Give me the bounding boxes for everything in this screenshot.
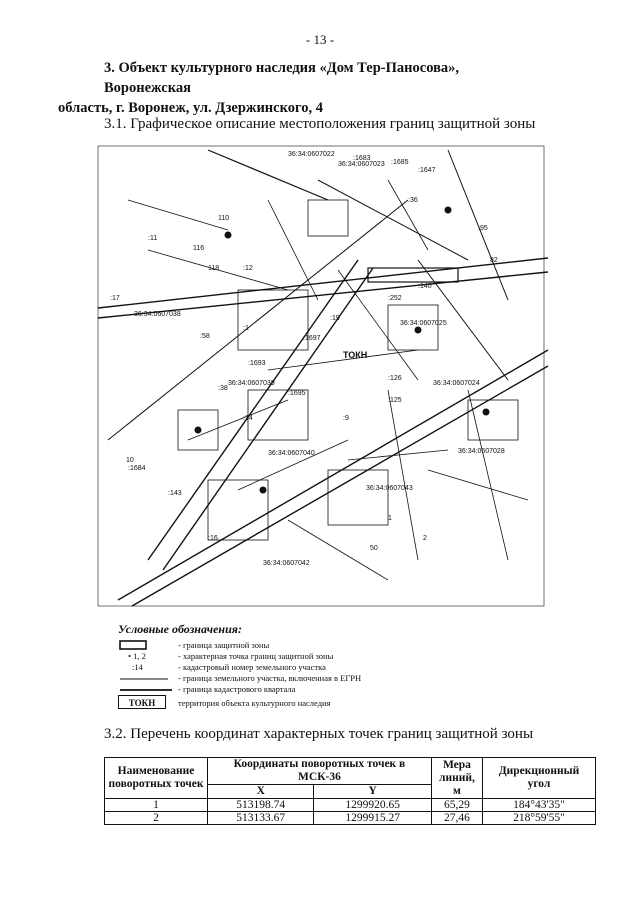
- map-label: :1695: [288, 390, 306, 397]
- map-label: :252: [388, 295, 402, 302]
- page-number: - 13 -: [305, 32, 335, 47]
- map-label: 1: [388, 515, 392, 522]
- quarter-line-icon: [118, 684, 178, 695]
- legend-row: [118, 695, 498, 711]
- cell-y: 1299920.65: [314, 799, 431, 812]
- cell-measure: 65,29: [431, 799, 482, 812]
- parcel-line-icon: [118, 673, 178, 684]
- legend-row: [118, 662, 498, 673]
- legend-text: территория объекта культурного наследия: [178, 698, 331, 708]
- legend-title: Условные обозначения:: [118, 622, 242, 636]
- section-3-1-title: 3.1. Графическое описание местоположения границ защитной зоны: [104, 116, 536, 132]
- map-label: :17: [110, 295, 120, 302]
- map-label: :1697: [303, 335, 321, 342]
- cell-x: 513133.67: [208, 812, 314, 825]
- map-label: 10: [126, 457, 134, 464]
- header-y: Y: [314, 785, 431, 799]
- cell-x: 513198.74: [208, 799, 314, 812]
- heading-line-2: область, г. Воронеж, ул. Дзержинского, 4: [58, 100, 323, 116]
- point-symbol: • 1, 2: [128, 651, 146, 661]
- cell-angle: 218°59'55": [482, 812, 595, 825]
- map-label: :126: [388, 375, 402, 382]
- header-measure: Мера линий, м: [431, 758, 482, 799]
- map-label: 50: [370, 545, 378, 552]
- map-label: 116: [193, 245, 205, 252]
- map-label: 36:34:0607039: [228, 380, 275, 387]
- map-label: :16: [208, 535, 218, 542]
- map-label: :36: [408, 197, 418, 204]
- map-label: 36:34:0607040: [268, 450, 315, 457]
- map-label: :140: [418, 283, 432, 290]
- map-label: 36:34:0607022: [288, 151, 335, 158]
- legend-text: - характерная точка границ защитной зоны: [178, 651, 334, 661]
- map-label: :1685: [391, 159, 409, 166]
- cell-y: 1299915.27: [314, 812, 431, 825]
- heading-line-1: 3. Объект культурного наследия «Дом Тер-Паносова», Воронежская: [104, 60, 460, 96]
- coordinates-table: [104, 757, 596, 825]
- map-label: :9: [343, 415, 349, 422]
- legend-text: - кадастровый номер земельного участка: [178, 662, 326, 672]
- legend-row: [118, 640, 498, 651]
- zone-boundary-icon: [118, 640, 178, 651]
- map-label: :1693: [248, 360, 266, 367]
- map-label: 36:34:0607024: [433, 380, 480, 387]
- map-label: ТОКН: [343, 350, 368, 360]
- legend-row: [118, 684, 498, 695]
- tokn-symbol: ТОКН: [118, 695, 166, 709]
- map-label: :95: [478, 225, 488, 232]
- cell-measure: 27,46: [431, 812, 482, 825]
- map-label: 36:34:0607038: [134, 311, 181, 318]
- map-label: :1683: [353, 155, 371, 162]
- table-row: [105, 799, 596, 812]
- cell-point: 2: [105, 812, 208, 825]
- map-label: :14: [243, 415, 253, 422]
- map-label: :125: [388, 397, 402, 404]
- legend-row: [118, 673, 498, 684]
- legend-row: [118, 651, 498, 662]
- map-label: 36:34:0607043: [366, 485, 413, 492]
- map-label: 2: [423, 535, 427, 542]
- map-label: 36:34:0607042: [263, 560, 310, 567]
- map-label: 110: [218, 215, 230, 222]
- parcel-symbol: :14: [132, 662, 143, 672]
- map-label: 36:34:0607025: [400, 320, 447, 327]
- map-linework: [98, 146, 548, 606]
- map-label: :12: [243, 265, 253, 272]
- map-label: :19: [330, 315, 340, 322]
- map-label: 36:34:0607028: [458, 448, 505, 455]
- map-label: 118: [208, 265, 220, 272]
- legend-text: - граница земельного участка, включенная в ЕГРН: [178, 673, 362, 683]
- header-coordinates: Координаты поворотных точек в МСК-36: [208, 758, 432, 785]
- header-point-name: Наименование поворотных точек: [105, 758, 208, 799]
- cadastral-map: [88, 140, 552, 610]
- legend-text: - граница кадастрового квартала: [178, 684, 296, 694]
- map-label: :38: [218, 385, 228, 392]
- map-label: :1: [243, 325, 249, 332]
- object-heading: [58, 58, 544, 118]
- map-legend: [118, 622, 498, 711]
- cell-point: 1: [105, 799, 208, 812]
- legend-text: - граница защитной зоны: [178, 640, 270, 650]
- header-x: X: [208, 785, 314, 799]
- map-label: :143: [168, 490, 182, 497]
- map-label: :11: [148, 235, 158, 242]
- map-label: :1684: [128, 465, 146, 472]
- map-label: 82: [490, 257, 498, 264]
- map-label: :58: [200, 333, 210, 340]
- section-3-2-title: 3.2. Перечень координат характерных точек границ защитной зоны: [104, 726, 534, 742]
- cell-angle: 184°43'35": [482, 799, 595, 812]
- header-angle: Дирекционный угол: [482, 758, 595, 799]
- map-label: 36:34:0607023: [338, 161, 385, 168]
- map-label: :1647: [418, 167, 436, 174]
- table-row: [105, 812, 596, 825]
